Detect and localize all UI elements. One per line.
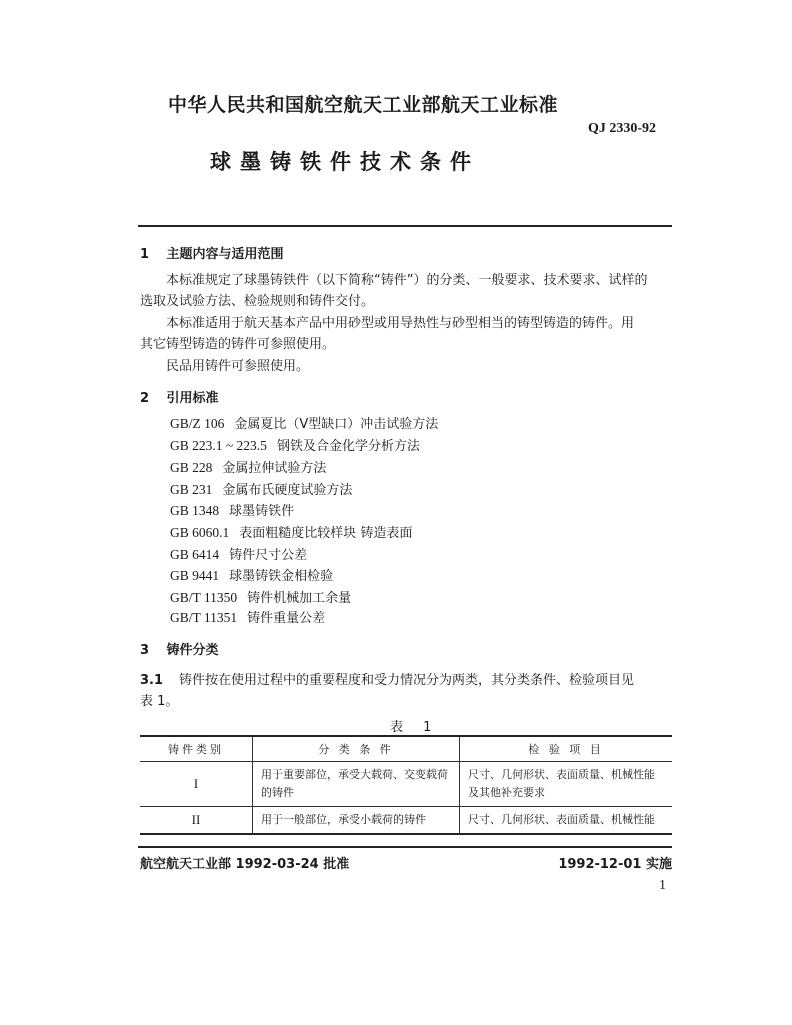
text-line: 铸件按在使用过程中的重要程度和受力情况分为两类，其分类条件、检验项目见 bbox=[179, 673, 635, 688]
implementation-date: 1992-12-01 实施 bbox=[558, 857, 672, 872]
section-number: 2 bbox=[140, 391, 150, 406]
reference-code: GB 6414 bbox=[170, 547, 220, 562]
section-2-heading bbox=[140, 387, 219, 406]
section-number: 3 bbox=[140, 643, 150, 658]
column-header: 铸件类别 bbox=[140, 736, 253, 762]
reference-code: GB 6060.1 bbox=[170, 525, 230, 540]
section-1-paragraph-2 bbox=[140, 313, 672, 355]
section-title: 主题内容与适用范围 bbox=[166, 247, 284, 262]
reference-name: 金属拉伸试验方法 bbox=[222, 461, 327, 476]
page-number: 1 bbox=[659, 878, 666, 893]
reference-item bbox=[170, 565, 333, 584]
reference-name: 球墨铸铁金相检验 bbox=[229, 569, 334, 584]
text-line: 表 1。 bbox=[140, 694, 179, 709]
column-header: 分 类 条 件 bbox=[253, 736, 460, 762]
section-title: 铸件分类 bbox=[166, 643, 219, 658]
document-title: 球墨铸铁件技术条件 bbox=[210, 150, 480, 174]
reference-name: 表面粗糙度比较样块 铸造表面 bbox=[239, 526, 413, 541]
standard-number: QJ 2330-92 bbox=[587, 121, 656, 136]
section-title: 引用标准 bbox=[166, 391, 219, 406]
reference-name: 球墨铸铁件 bbox=[229, 504, 295, 519]
footer-rule bbox=[138, 846, 672, 848]
reference-code: GB/Z 106 bbox=[170, 416, 225, 431]
approval-line: 航空航天工业部 1992-03-24 批准 bbox=[140, 857, 350, 872]
table-cell: I bbox=[140, 762, 253, 807]
reference-item bbox=[170, 413, 438, 432]
reference-code: GB 228 bbox=[170, 460, 213, 475]
table-caption: 表 1 bbox=[390, 720, 440, 735]
reference-name: 铸件机械加工余量 bbox=[247, 591, 352, 606]
table-cell: 尺寸、几何形状、表面质量、机械性能 bbox=[460, 807, 673, 835]
reference-code: GB 9441 bbox=[170, 568, 220, 583]
reference-item bbox=[170, 457, 326, 476]
reference-name: 金属夏比（V型缺口）冲击试验方法 bbox=[234, 417, 439, 432]
clause-3-1 bbox=[140, 670, 672, 712]
reference-item bbox=[170, 544, 307, 563]
reference-name: 金属布氏硬度试验方法 bbox=[222, 483, 353, 498]
reference-name: 铸件尺寸公差 bbox=[229, 548, 308, 563]
table-row bbox=[140, 807, 672, 835]
reference-code: GB/T 11350 bbox=[170, 590, 238, 605]
reference-code: GB 223.1 ~ 223.5 bbox=[170, 438, 267, 453]
column-header: 检 验 项 目 bbox=[460, 736, 673, 762]
reference-code: GB 1348 bbox=[170, 503, 220, 518]
section-1-heading bbox=[140, 243, 284, 262]
table-cell: 尺寸、几何形状、表面质量、机械性能及其他补充要求 bbox=[460, 762, 673, 807]
reference-name: 铸件重量公差 bbox=[247, 611, 326, 626]
clause-number: 3.1 bbox=[140, 673, 164, 688]
text-line: 选取及试验方法、检验规则和铸件交付。 bbox=[140, 294, 375, 309]
reference-item bbox=[170, 522, 412, 541]
section-number: 1 bbox=[140, 247, 150, 262]
reference-item bbox=[170, 435, 420, 454]
issuing-organization: 中华人民共和国航空航天工业部航天工业标准 bbox=[168, 94, 559, 116]
section-1-paragraph-3: 民品用铸件可参照使用。 bbox=[166, 359, 310, 374]
header-rule bbox=[138, 225, 672, 227]
table-cell: II bbox=[140, 807, 253, 835]
table-cell: 用于重要部位，承受大载荷、交变载荷的铸件 bbox=[253, 762, 460, 807]
reference-item bbox=[170, 587, 351, 606]
text-line: 其它铸型铸造的铸件可参照使用。 bbox=[140, 337, 336, 352]
table-cell: 用于一般部位，承受小载荷的铸件 bbox=[253, 807, 460, 835]
classification-table bbox=[140, 735, 672, 835]
reference-code: GB 231 bbox=[170, 482, 213, 497]
reference-item bbox=[170, 479, 352, 498]
section-3-heading bbox=[140, 639, 219, 658]
table-header-row bbox=[140, 736, 672, 762]
reference-item bbox=[170, 607, 325, 626]
reference-item bbox=[170, 500, 294, 519]
reference-name: 钢铁及合金化学分析方法 bbox=[276, 439, 420, 454]
section-1-paragraph-1 bbox=[140, 270, 672, 312]
text-line: 本标准适用于航天基本产品中用砂型或用导热性与砂型相当的铸型铸造的铸件。用 bbox=[166, 316, 635, 331]
text-line: 本标准规定了球墨铸铁件（以下简称“铸件”）的分类、一般要求、技术要求、试样的 bbox=[166, 273, 648, 288]
table-row bbox=[140, 762, 672, 807]
reference-code: GB/T 11351 bbox=[170, 610, 238, 625]
